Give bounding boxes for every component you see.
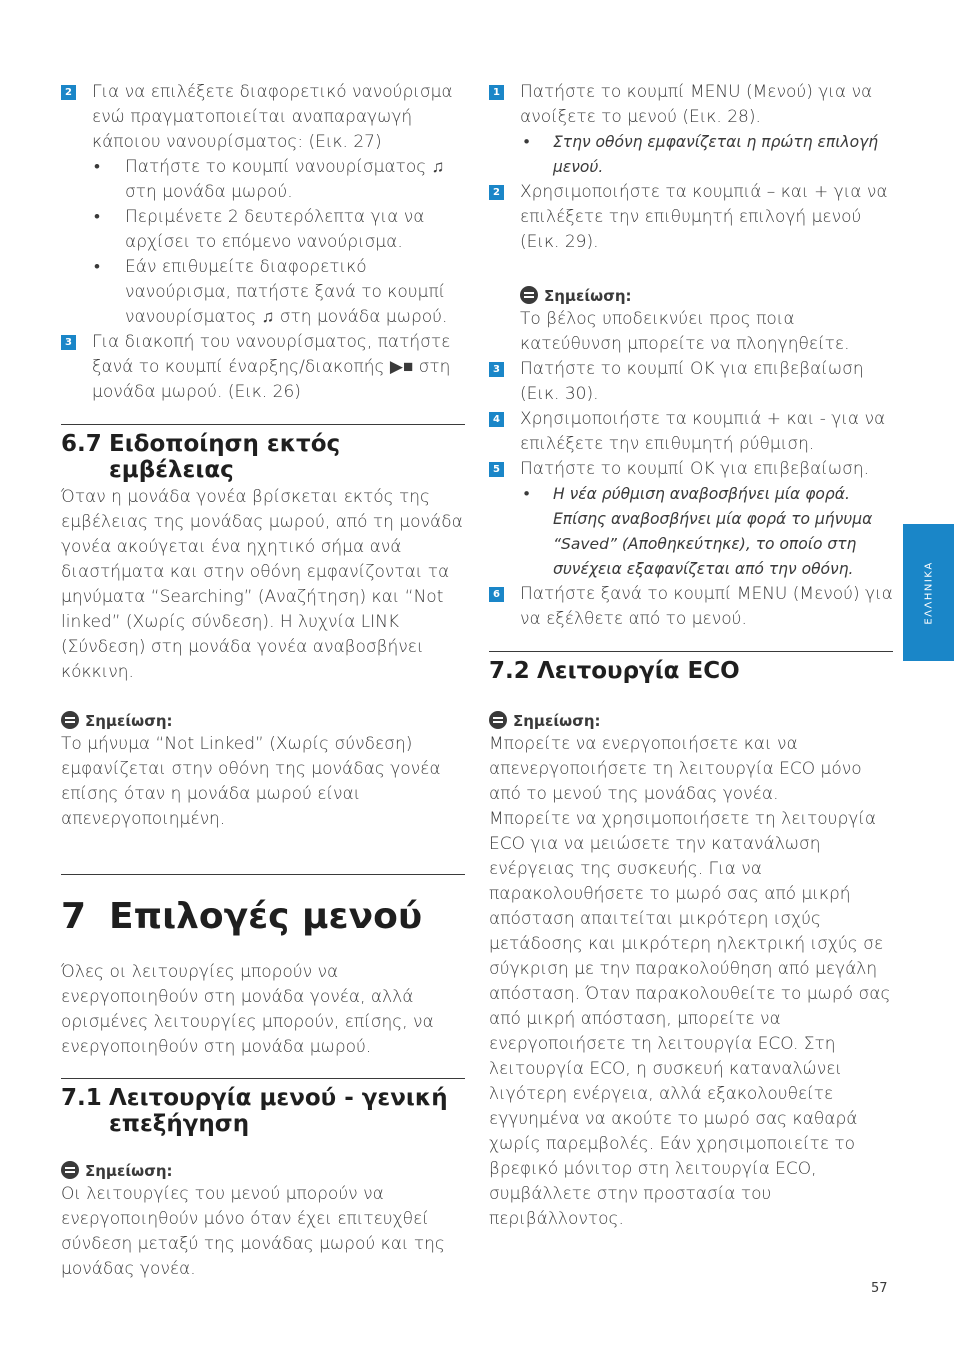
step-text: Πατήστε το κουμπί OK για επιβεβαίωση. (520, 459, 870, 479)
chapter-body: Όλες οι λειτουργίες μπορούν να ενεργοποιηθούν στη μονάδα γονέα, αλλά ορισμένες λειτουργίες μπορούν, επίσης, να ενεργοποιηθούν στη μονάδα μωρού. (61, 962, 434, 1057)
language-label: ΕΛΛΗΝΙΚΑ (923, 560, 934, 625)
step-number-badge: 5 (489, 462, 504, 477)
step-number-badge: 2 (489, 185, 504, 200)
step-text: Χρησιμοποιήστε τα κουμπιά – και + για να επιλέξετε την επιθυμητή επιλογή μενού (Εικ. 29). (520, 182, 888, 252)
bullet-dot: • (522, 133, 532, 151)
bullet-text: Η νέα ρύθμιση αναβοσβήνει μία φορά. Επίσης αναβοσβήνει μία φορά το μήνυμα “Saved” (Αποθηκεύτηκε), το οποίο στη συνέχεια εξαφανίζεται από την οθόνη. (553, 485, 873, 578)
section-heading-7-1 (61, 1085, 465, 1137)
step-number-badge: 2 (61, 85, 76, 100)
section-number: 7.2 (489, 658, 530, 684)
section-number: 7.1 (61, 1085, 102, 1111)
step-text: Πατήστε ξανά το κουμπί MENU (Μενού) για να εξέλθετε από το μενού. (520, 584, 893, 629)
section-heading-7-2 (489, 658, 893, 684)
step-text: Χρησιμοποιήστε τα κουμπιά + και - για να επιλέξετε την επιθυμητή ρύθμιση. (520, 409, 886, 454)
section-number: 6.7 (61, 431, 102, 457)
note-icon (520, 286, 538, 304)
section-divider (61, 424, 465, 425)
step-text: Πατήστε το κουμπί MENU (Μενού) για να ανοίξετε το μενού (Εικ. 28). (520, 82, 873, 127)
bullet-text: Πατήστε το κουμπί νανουρίσματος ♫ στη μονάδα μωρού. (125, 157, 445, 202)
chapter-number: 7 (61, 896, 87, 937)
note-heading (61, 1160, 465, 1182)
step-number-badge: 4 (489, 412, 504, 427)
section-divider (61, 1078, 465, 1079)
chapter-heading-7 (61, 897, 465, 937)
note-text: Οι λειτουργίες του μενού μπορούν να ενεργοποιηθούν μόνο όταν έχει επιτευχθεί σύνδεση μεταξύ της μονάδας μωρού και της μονάδας γονέα. (61, 1184, 445, 1279)
step-item (61, 80, 465, 155)
note-text: Μπορείτε να ενεργοποιήσετε και να απενεργοποιήσετε τη λειτουργία ECO μόνο από το μενού της μονάδας γονέα. (489, 734, 862, 804)
step-item (489, 407, 893, 457)
step-text: Για να επιλέξετε διαφορετικό νανούρισμα ενώ πραγματοποιείται αναπαραγωγή κάποιου νανουρίσματος: (Εικ. 27) (92, 82, 453, 152)
note-text: Το μήνυμα “Not Linked” (Χωρίς σύνδεση) εμφανίζεται στην οθόνη της μονάδας γονέα επίσης όταν η μονάδα μωρού είναι απενεργοποιημένη. (61, 734, 441, 829)
step-number-badge: 3 (61, 335, 76, 350)
bullet-item (489, 482, 893, 582)
note-label: Σημείωση: (85, 1162, 173, 1180)
bullet-text: Στην οθόνη εμφανίζεται η πρώτη επιλογή μενού. (553, 133, 879, 176)
step-item (489, 180, 893, 255)
step-text: Για διακοπή του νανουρίσματος, πατήστε ξανά το κουμπί έναρξης/διακοπής ▶■ στη μονάδα μωρού. (Εικ. 26) (92, 332, 451, 402)
step-number-badge: 6 (489, 587, 504, 602)
note-heading (489, 285, 893, 307)
section-title: Λειτουργία μενού - γενική επεξήγηση (109, 1085, 448, 1137)
chapter-divider (61, 874, 465, 875)
bullet-dot: • (94, 257, 100, 277)
step-item (489, 457, 893, 482)
right-column (489, 80, 893, 1232)
step-text: Πατήστε το κουμπί OK για επιβεβαίωση (Εικ. 30). (520, 359, 864, 404)
note-text: Το βέλος υποδεικνύει προς ποια κατεύθυνση μπορείτε να πλοηγηθείτε. (520, 309, 850, 354)
language-side-tab (903, 524, 954, 661)
step-item (489, 80, 893, 130)
step-item (489, 582, 893, 632)
note-label: Σημείωση: (513, 712, 601, 730)
note-heading (489, 710, 893, 732)
left-column (61, 80, 465, 1282)
chapter-title: Επιλογές μενού (109, 896, 423, 937)
note-icon (61, 1161, 79, 1179)
step-item (61, 330, 465, 405)
bullet-item (61, 255, 465, 330)
bullet-item (61, 205, 465, 255)
section-title: Ειδοποίηση εκτός εμβέλειας (109, 431, 341, 483)
note-label: Σημείωση: (85, 712, 173, 730)
section-body: Μπορείτε να χρησιμοποιήσετε τη λειτουργία ECO για να μειώσετε την κατανάλωση ενέργειας της συσκευής. Για να παρακολουθήσετε το μωρό σας από μικρή απόσταση απαιτείται μικρότερη ισχύς μετάδοσης και μικρότερη ηλεκτρική ισχύς σε σύγκριση με την παρακολούθηση από μεγάλη απόσταση. Όταν παρακολουθείτε το μωρό σας από μικρή απόσταση, μπορείτε να ενεργοποιήσετε τη λειτουργία ECO. Στη λειτουργία ECO, η συσκευή καταναλώνει λιγότερη ενέργεια, αλλά εξακολουθείτε εγγυημένα να ακούτε το μωρό σας καθαρά χωρίς παρεμβολές. Εάν χρησιμοποιείτε το βρεφικό μόνιτορ στη λειτουργία ECO, συμβάλλετε στην προστασία του περιβάλλοντος. (489, 809, 891, 1229)
bullet-item (61, 155, 465, 205)
step-item (489, 357, 893, 407)
section-heading-6-7 (61, 431, 465, 483)
bullet-text: Περιμένετε 2 δευτερόλεπτα για να αρχίσει το επόμενο νανούρισμα. (125, 207, 425, 252)
bullet-dot: • (94, 157, 100, 177)
note-icon (61, 711, 79, 729)
section-title: Λειτουργία ECO (537, 658, 740, 684)
note-icon (489, 711, 507, 729)
bullet-dot: • (522, 485, 532, 503)
bullet-text: Εάν επιθυμείτε διαφορετικό νανούρισμα, πατήστε ξανά το κουμπί νανουρίσματος ♫ στη μονάδα μωρού. (125, 257, 448, 327)
bullet-dot: • (94, 207, 100, 227)
note-heading (61, 710, 465, 732)
step-number-badge: 1 (489, 85, 504, 100)
note-label: Σημείωση: (544, 287, 632, 305)
bullet-item (489, 130, 893, 180)
step-number-badge: 3 (489, 362, 504, 377)
page-number: 57 (871, 1281, 888, 1296)
section-body: Όταν η μονάδα γονέα βρίσκεται εκτός της εμβέλειας της μονάδας μωρού, από τη μονάδα γονέα ακούγεται ένα ηχητικό σήμα ανά διαστήματα και στην οθόνη εμφανίζονται τα μηνύματα “Searching” (Αναζήτηση) και “Not linked” (Χωρίς σύνδεση). Η λυχνία LINK (Σύνδεση) στη μονάδα γονέα αναβοσβήνει κόκκινη. (61, 487, 463, 682)
section-divider (489, 651, 893, 652)
